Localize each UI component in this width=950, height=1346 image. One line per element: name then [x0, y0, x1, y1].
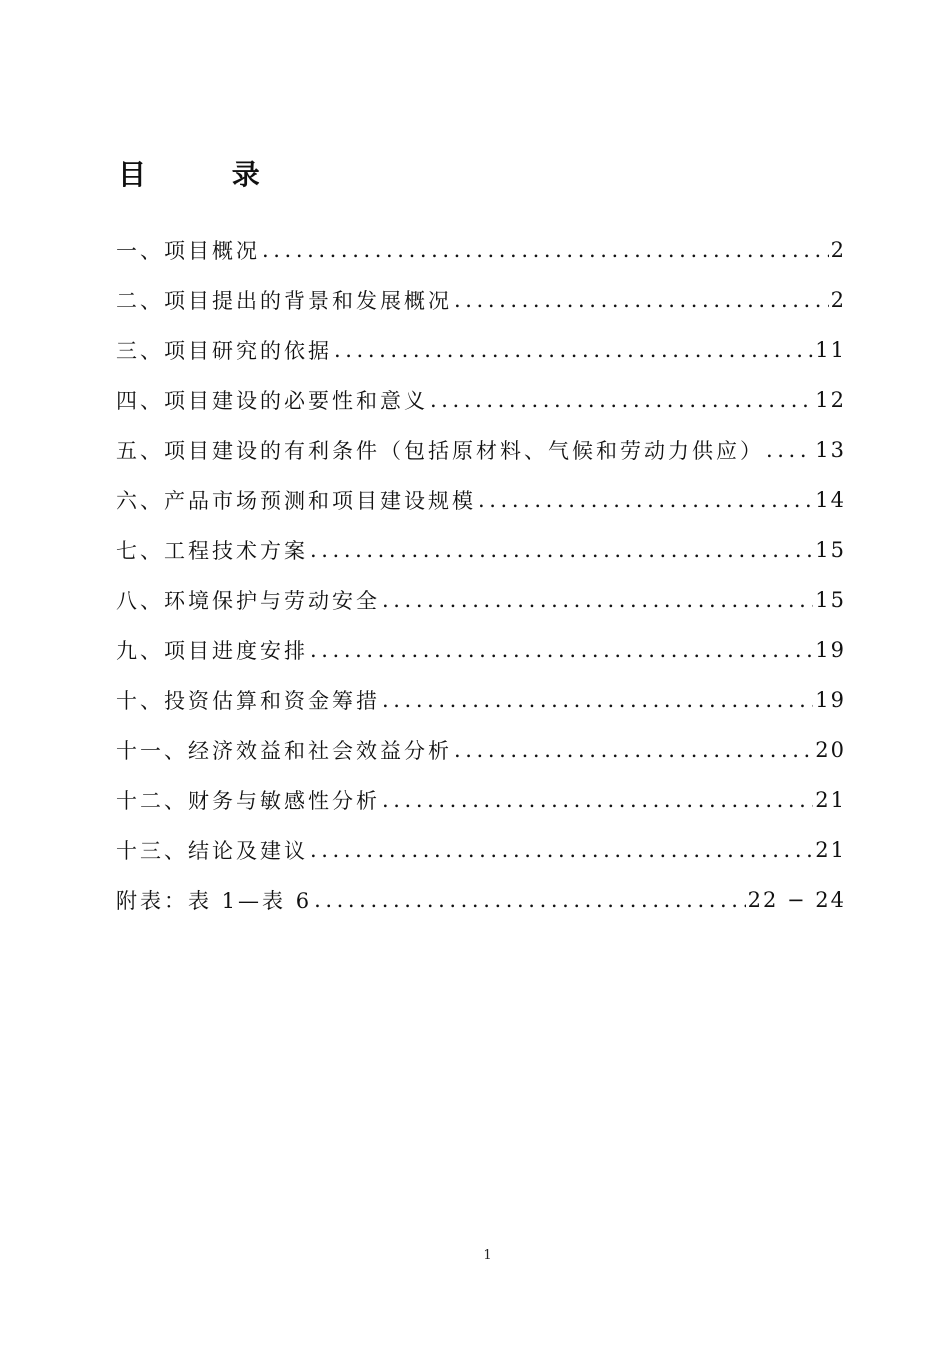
- toc-entry[interactable]: [116, 775, 846, 825]
- toc-leader-dots: [478, 488, 813, 512]
- toc-entry-page: 11: [815, 338, 846, 362]
- toc-title: 目 录: [118, 158, 298, 191]
- toc-entry-page: 2: [830, 288, 846, 312]
- toc-entry-page: 13: [815, 438, 846, 462]
- toc-leader-dots: [382, 788, 813, 812]
- toc-entry[interactable]: [116, 675, 846, 725]
- toc-entry-page: 15: [815, 588, 846, 612]
- toc-entry-label: 一、项目概况: [116, 239, 260, 263]
- toc-leader-dots: [310, 538, 813, 562]
- toc-leader-dots: [382, 688, 813, 712]
- toc-entry[interactable]: [116, 325, 846, 375]
- toc-entry-page: 2: [830, 238, 846, 262]
- toc-leader-dots: [766, 438, 813, 462]
- toc-entry-label: 附表：表 1—表 6: [116, 889, 313, 913]
- toc-entry-page: 19: [815, 688, 846, 712]
- toc-entry-label: 十三、结论及建议: [116, 839, 308, 863]
- toc-entry-label: 九、项目进度安排: [116, 639, 308, 663]
- toc-entry[interactable]: [116, 575, 846, 625]
- toc-entry-label: 七、工程技术方案: [116, 539, 308, 563]
- toc-entry[interactable]: [116, 425, 846, 475]
- toc-entry-page: 21: [815, 838, 846, 862]
- toc-leader-dots: [262, 238, 829, 262]
- toc-entry[interactable]: [116, 375, 846, 425]
- toc-entry-label: 十一、经济效益和社会效益分析: [116, 739, 452, 763]
- toc-entry-page: 12: [815, 388, 846, 412]
- toc-entry-label: 六、产品市场预测和项目建设规模: [116, 489, 476, 513]
- toc-entry[interactable]: [116, 825, 846, 875]
- toc-entry-page: 20: [815, 738, 846, 762]
- table-of-contents: [116, 225, 846, 925]
- toc-entry-page: 14: [815, 488, 846, 512]
- toc-entry[interactable]: [116, 225, 846, 275]
- toc-leader-dots: [382, 588, 813, 612]
- toc-entry-label: 四、项目建设的必要性和意义: [116, 389, 428, 413]
- toc-leader-dots: [314, 888, 746, 912]
- toc-entry-label: 十、投资估算和资金筹措: [116, 689, 380, 713]
- toc-entry-page: 22 − 24: [747, 888, 846, 912]
- toc-leader-dots: [454, 738, 813, 762]
- toc-entry[interactable]: [116, 275, 846, 325]
- toc-entry-label: 二、项目提出的背景和发展概况: [116, 289, 452, 313]
- toc-entry[interactable]: [116, 875, 846, 925]
- toc-entry-page: 19: [815, 638, 846, 662]
- toc-entry-label: 五、项目建设的有利条件（包括原材料、气候和劳动力供应）: [116, 439, 764, 463]
- toc-entry[interactable]: [116, 475, 846, 525]
- toc-leader-dots: [334, 338, 813, 362]
- page-number: 1: [483, 1248, 492, 1263]
- toc-entry-label: 三、项目研究的依据: [116, 339, 332, 363]
- toc-leader-dots: [310, 638, 813, 662]
- toc-entry[interactable]: [116, 725, 846, 775]
- toc-entry-label: 十二、财务与敏感性分析: [116, 789, 380, 813]
- toc-leader-dots: [430, 388, 813, 412]
- toc-entry-page: 21: [815, 788, 846, 812]
- toc-leader-dots: [310, 838, 813, 862]
- toc-entry[interactable]: [116, 625, 846, 675]
- toc-leader-dots: [454, 288, 829, 312]
- toc-entry[interactable]: [116, 525, 846, 575]
- toc-entry-page: 15: [815, 538, 846, 562]
- toc-entry-label: 八、环境保护与劳动安全: [116, 589, 380, 613]
